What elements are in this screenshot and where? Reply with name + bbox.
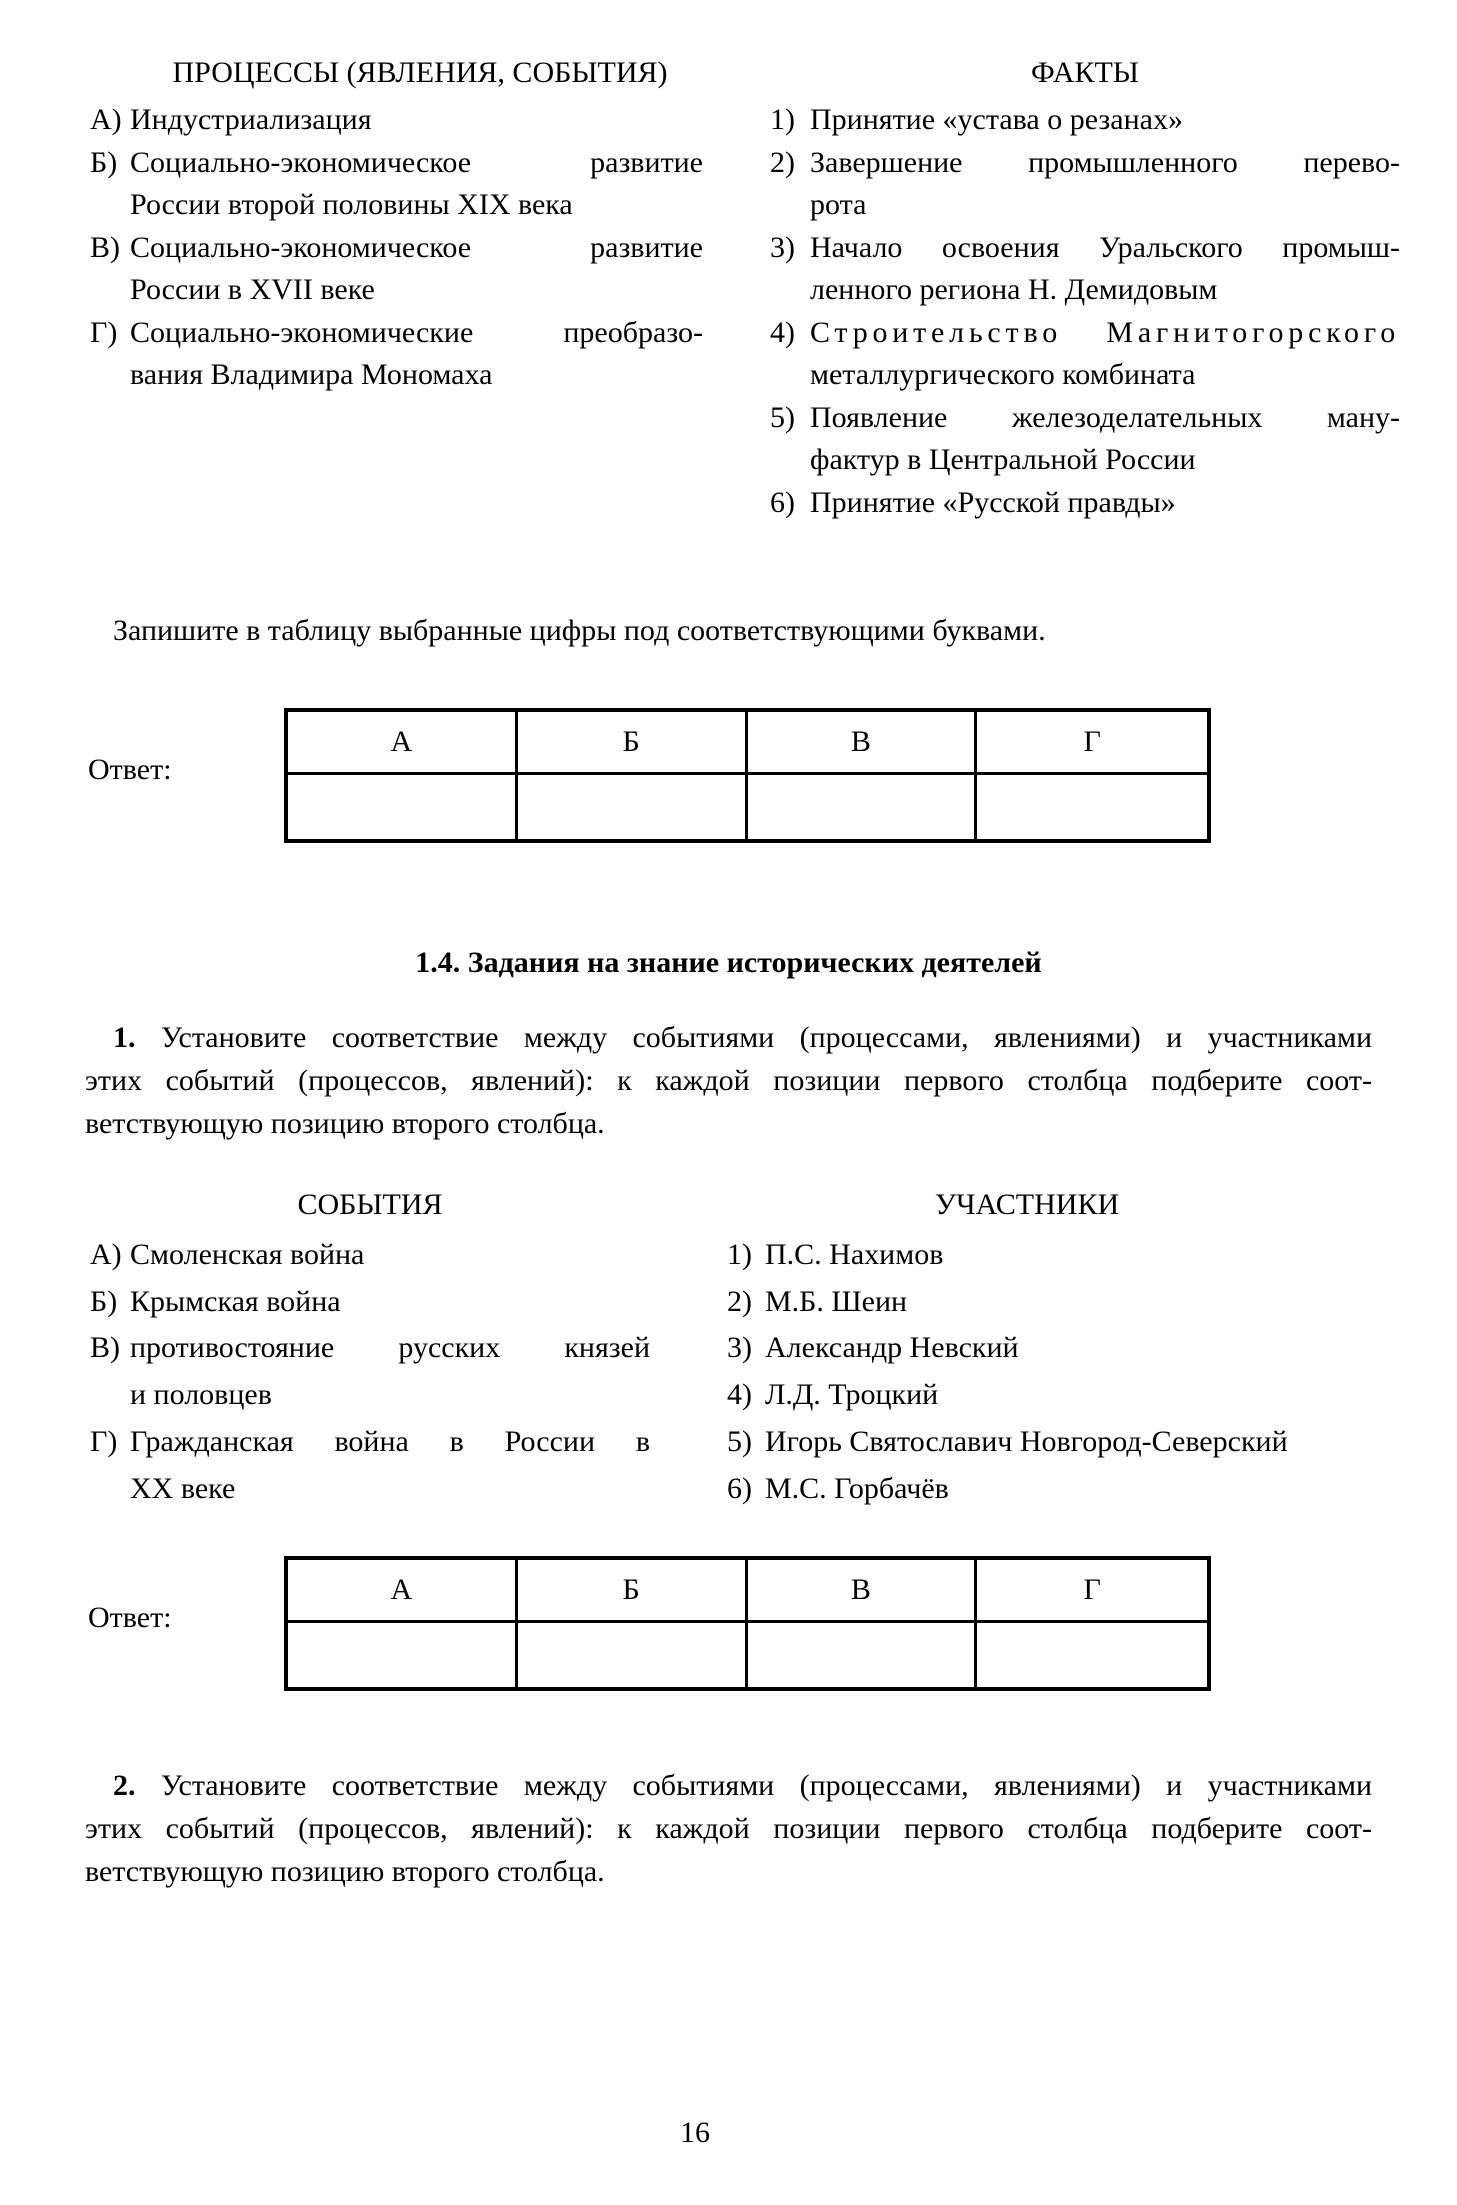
item-text: П.С. Нахимов <box>765 1238 944 1271</box>
list-item <box>727 1419 1417 1466</box>
paragraph-line: этих событий (процессов, явлений): к каждой позиции первого столбца подберите соот- <box>85 1064 1372 1097</box>
list-item-continuation <box>90 1372 650 1419</box>
paragraph-line: этих событий (процессов, явлений): к каждой позиции первого столбца подберите соот- <box>85 1812 1372 1845</box>
paragraph-line: 2. Установите соответствие между событиями (процессами, явлениями) и участниками <box>113 1769 1372 1802</box>
answer-label: Ответ: <box>88 753 172 786</box>
answer-table-1 <box>284 708 1211 843</box>
match2-right-column-header: УЧАСТНИКИ <box>934 1188 1120 1221</box>
list-item <box>727 1372 1417 1419</box>
item-text: Завершение промышленного перево- <box>810 145 1400 179</box>
item-text: ленного региона Н. Демидовым <box>810 273 1218 306</box>
list-item <box>770 312 1400 355</box>
answer-cell-empty <box>288 1623 518 1687</box>
list-item <box>770 142 1400 185</box>
page-number: 16 <box>680 2116 710 2149</box>
item-marker: А) <box>90 103 122 136</box>
answer-table-header-row <box>288 1560 1207 1623</box>
match2-left-column-header: СОБЫТИЯ <box>297 1188 443 1221</box>
list-item-continuation <box>770 184 1400 227</box>
item-marker: В) <box>90 1331 120 1365</box>
item-text: вания Владимира Мономаха <box>130 358 493 391</box>
item-text: и половцев <box>130 1378 272 1412</box>
item-marker: 3) <box>727 1331 752 1365</box>
answer-table-input-row <box>288 775 1207 839</box>
answer-cell-empty <box>748 775 978 839</box>
list-item-continuation <box>770 269 1400 312</box>
match2-left-list <box>90 1232 650 1512</box>
task-1-paragraph <box>85 1016 1372 1145</box>
answer-column-header: А <box>288 712 518 772</box>
item-marker: 4) <box>727 1378 752 1412</box>
answer-column-header: Б <box>518 712 748 772</box>
item-text: Игорь Святославич Новгород-Северский <box>765 1424 1288 1458</box>
list-item <box>90 312 703 355</box>
item-marker: 3) <box>770 230 795 264</box>
item-marker: Б) <box>90 1284 118 1318</box>
list-item-continuation <box>770 354 1400 397</box>
item-marker: 5) <box>770 400 795 434</box>
answer-table-2 <box>284 1556 1211 1691</box>
match1-left-column-header: ПРОЦЕССЫ (ЯВЛЕНИЯ, СОБЫТИЯ) <box>172 56 668 89</box>
list-item <box>770 99 1400 142</box>
list-item-continuation <box>90 1466 650 1513</box>
item-text: рота <box>810 188 867 221</box>
answer-label: Ответ: <box>88 1601 172 1634</box>
answer-cell-empty <box>518 1623 748 1687</box>
list-item <box>770 227 1400 270</box>
item-text: Социально-экономическое развитие <box>130 230 703 264</box>
item-text: Индустриализация <box>130 103 372 136</box>
item-marker: 2) <box>770 145 795 179</box>
item-marker: 2) <box>727 1284 752 1318</box>
answer-cell-empty <box>288 775 518 839</box>
task-2-paragraph <box>85 1764 1372 1893</box>
item-text: противостояние русских князей <box>130 1331 650 1365</box>
answer-column-header: В <box>748 1560 978 1620</box>
item-text: Строительство Магнитогорского <box>810 315 1400 349</box>
item-marker: А) <box>90 1238 122 1271</box>
answer-cell-empty <box>748 1623 978 1687</box>
item-text: XX веке <box>130 1471 236 1505</box>
item-text: Принятие «устава о резанах» <box>810 103 1183 136</box>
item-marker: Г) <box>90 1424 118 1458</box>
list-item <box>770 397 1400 440</box>
item-marker: 1) <box>727 1238 752 1271</box>
item-text: Л.Д. Троцкий <box>765 1378 939 1412</box>
task-number: 1. <box>113 1021 136 1054</box>
list-item <box>90 1279 650 1326</box>
match1-left-list <box>90 99 703 397</box>
answer-cell-empty <box>977 775 1207 839</box>
answer-column-header: А <box>288 1560 518 1620</box>
item-text: фактур в Центральной России <box>810 443 1196 476</box>
list-item <box>770 482 1400 525</box>
list-item <box>90 1419 650 1466</box>
list-item-continuation <box>90 354 703 397</box>
list-item <box>90 1325 650 1372</box>
item-marker: 6) <box>770 485 795 519</box>
list-item-continuation <box>90 269 703 312</box>
answer-cell-empty <box>977 1623 1207 1687</box>
paragraph-line: 1. Установите соответствие между событиями (процессами, явлениями) и участниками <box>113 1021 1372 1054</box>
section-heading: 1.4. Задания на знание исторических деятелей <box>415 946 1042 979</box>
match1-right-column-header: ФАКТЫ <box>1031 56 1139 89</box>
item-marker: 5) <box>727 1424 752 1458</box>
answer-column-header: Г <box>1083 725 1101 758</box>
match1-right-list <box>770 99 1400 524</box>
item-text: М.Б. Шеин <box>765 1284 908 1318</box>
list-item <box>727 1466 1417 1513</box>
list-item <box>90 227 703 270</box>
item-marker: 1) <box>770 103 795 136</box>
list-item <box>727 1279 1417 1326</box>
item-marker: В) <box>90 230 120 264</box>
answer-table-input-row <box>288 1623 1207 1687</box>
item-marker: 4) <box>770 315 795 349</box>
paragraph-line: ветствующую позицию второго столбца. <box>85 1855 605 1888</box>
item-text: Социально-экономические преобразо- <box>130 315 703 349</box>
list-item-continuation <box>90 184 703 227</box>
paragraph-line: ветствующую позицию второго столбца. <box>85 1107 605 1140</box>
list-item-continuation <box>770 439 1400 482</box>
match2-right-list <box>727 1232 1417 1512</box>
item-text: Начало освоения Уральского промыш- <box>810 230 1400 264</box>
item-text: М.С. Горбачёв <box>765 1471 949 1505</box>
list-item <box>727 1325 1417 1372</box>
item-text: Александр Невский <box>765 1331 1019 1365</box>
answer-column-header: Б <box>518 1560 748 1620</box>
item-marker: 6) <box>727 1471 752 1505</box>
list-item <box>90 1232 650 1279</box>
item-text: Принятие «Русской правды» <box>810 485 1176 519</box>
write-in-table-instruction: Запишите в таблицу выбранные цифры под соответствующими буквами. <box>113 614 1046 647</box>
list-item <box>90 142 703 185</box>
answer-column-header: В <box>748 712 978 772</box>
item-text: Смоленская война <box>130 1238 365 1271</box>
list-item <box>727 1232 1417 1279</box>
list-item <box>90 99 703 142</box>
answer-cell-empty <box>518 775 748 839</box>
item-text: Социально-экономическое развитие <box>130 145 703 179</box>
item-text: металлургического комбината <box>810 358 1196 391</box>
item-text: Появление железоделательных ману- <box>810 400 1400 434</box>
answer-table-header-row <box>288 712 1207 775</box>
item-marker: Б) <box>90 145 118 179</box>
item-text: Крымская война <box>130 1284 341 1318</box>
item-text: России второй половины XIX века <box>130 188 573 221</box>
item-text: России в XVII веке <box>130 273 375 306</box>
answer-column-header: Г <box>1083 1573 1101 1606</box>
item-marker: Г) <box>90 315 118 349</box>
task-number: 2. <box>113 1769 136 1802</box>
item-text: Гражданская война в России в <box>130 1424 650 1458</box>
